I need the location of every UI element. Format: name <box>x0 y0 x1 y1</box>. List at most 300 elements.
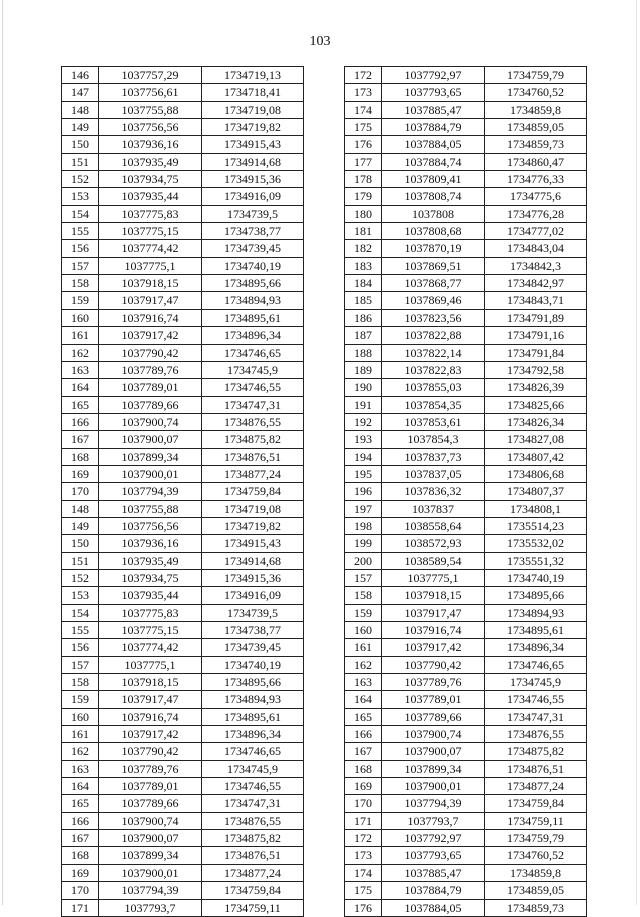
point-number-cell: 156 <box>62 639 99 656</box>
x-coordinate-cell: 1037794,39 <box>382 795 485 812</box>
y-coordinate-cell: 1734875,82 <box>202 830 304 847</box>
table-row <box>345 257 587 274</box>
y-coordinate-cell: 1734914,68 <box>202 552 304 569</box>
x-coordinate-cell: 1037792,97 <box>382 67 485 84</box>
y-coordinate-cell: 1734896,34 <box>202 726 304 743</box>
x-coordinate-cell: 1037793,65 <box>382 84 485 101</box>
y-coordinate-cell: 1734747,31 <box>202 396 304 413</box>
x-coordinate-cell: 1037774,42 <box>99 639 202 656</box>
y-coordinate-cell: 1734877,24 <box>202 864 304 881</box>
table-row <box>345 119 587 136</box>
table-row <box>345 708 587 725</box>
y-coordinate-cell: 1734859,8 <box>485 101 587 118</box>
y-coordinate-cell: 1734842,97 <box>485 275 587 292</box>
point-number-cell: 151 <box>62 552 99 569</box>
table-row <box>345 760 587 777</box>
y-coordinate-cell: 1734825,66 <box>485 396 587 413</box>
x-coordinate-cell: 1037775,15 <box>99 223 202 240</box>
point-number-cell: 176 <box>345 136 382 153</box>
x-coordinate-cell: 1037775,1 <box>99 656 202 673</box>
y-coordinate-cell: 1734843,04 <box>485 240 587 257</box>
point-number-cell: 157 <box>62 656 99 673</box>
table-row <box>62 153 304 170</box>
x-coordinate-cell: 1037789,76 <box>99 760 202 777</box>
table-row <box>345 830 587 847</box>
y-coordinate-cell: 1734759,84 <box>202 882 304 899</box>
y-coordinate-cell: 1734860,47 <box>485 153 587 170</box>
y-coordinate-cell: 1734746,55 <box>485 691 587 708</box>
table-row <box>62 760 304 777</box>
x-coordinate-cell: 1037793,65 <box>382 847 485 864</box>
point-number-cell: 177 <box>345 153 382 170</box>
point-number-cell: 186 <box>345 309 382 326</box>
y-coordinate-cell: 1734895,66 <box>202 674 304 691</box>
x-coordinate-cell: 1037918,15 <box>99 674 202 691</box>
table-row <box>62 101 304 118</box>
point-number-cell: 147 <box>62 84 99 101</box>
y-coordinate-cell: 1734826,39 <box>485 379 587 396</box>
x-coordinate-cell: 1037936,16 <box>99 136 202 153</box>
x-coordinate-cell: 1037900,07 <box>99 830 202 847</box>
x-coordinate-cell: 1037917,47 <box>99 691 202 708</box>
table-row <box>62 674 304 691</box>
point-number-cell: 174 <box>345 864 382 881</box>
y-coordinate-cell: 1734807,42 <box>485 448 587 465</box>
table-row <box>345 309 587 326</box>
x-coordinate-cell: 1037917,42 <box>99 726 202 743</box>
point-number-cell: 187 <box>345 327 382 344</box>
table-row <box>345 396 587 413</box>
table-row <box>345 223 587 240</box>
point-number-cell: 190 <box>345 379 382 396</box>
x-coordinate-cell: 1037900,74 <box>99 812 202 829</box>
x-coordinate-cell: 1037935,49 <box>99 153 202 170</box>
table-row <box>62 778 304 795</box>
point-number-cell: 168 <box>62 448 99 465</box>
table-row <box>345 569 587 586</box>
point-number-cell: 169 <box>62 465 99 482</box>
table-body <box>62 67 304 917</box>
x-coordinate-cell: 1037869,51 <box>382 257 485 274</box>
point-number-cell: 196 <box>345 483 382 500</box>
table-row <box>62 431 304 448</box>
y-coordinate-cell: 1734791,16 <box>485 327 587 344</box>
y-coordinate-cell: 1734747,31 <box>202 795 304 812</box>
table-row <box>345 691 587 708</box>
x-coordinate-cell: 1037870,19 <box>382 240 485 257</box>
point-number-cell: 165 <box>62 795 99 812</box>
y-coordinate-cell: 1734746,55 <box>202 778 304 795</box>
x-coordinate-cell: 1037755,88 <box>99 500 202 517</box>
x-coordinate-cell: 1037789,66 <box>99 795 202 812</box>
y-coordinate-cell: 1734777,02 <box>485 223 587 240</box>
table-row <box>62 639 304 656</box>
point-number-cell: 193 <box>345 431 382 448</box>
table-row <box>345 604 587 621</box>
point-number-cell: 170 <box>62 882 99 899</box>
point-number-cell: 173 <box>345 84 382 101</box>
x-coordinate-cell: 1037884,74 <box>382 153 485 170</box>
scan-edge-left <box>2 0 3 905</box>
y-coordinate-cell: 1734719,08 <box>202 500 304 517</box>
y-coordinate-cell: 1734775,6 <box>485 188 587 205</box>
point-number-cell: 184 <box>345 275 382 292</box>
y-coordinate-cell: 1734843,71 <box>485 292 587 309</box>
y-coordinate-cell: 1734776,28 <box>485 205 587 222</box>
x-coordinate-cell: 1037899,34 <box>99 847 202 864</box>
y-coordinate-cell: 1734859,73 <box>485 136 587 153</box>
y-coordinate-cell: 1734896,34 <box>202 327 304 344</box>
y-coordinate-cell: 1734895,66 <box>485 587 587 604</box>
point-number-cell: 198 <box>345 517 382 534</box>
y-coordinate-cell: 1734859,05 <box>485 882 587 899</box>
y-coordinate-cell: 1734740,19 <box>202 257 304 274</box>
table-row <box>62 119 304 136</box>
point-number-cell: 164 <box>345 691 382 708</box>
point-number-cell: 162 <box>62 344 99 361</box>
point-number-cell: 173 <box>345 847 382 864</box>
point-number-cell: 195 <box>345 465 382 482</box>
y-coordinate-cell: 1734745,9 <box>202 760 304 777</box>
point-number-cell: 185 <box>345 292 382 309</box>
x-coordinate-cell: 1037775,83 <box>99 205 202 222</box>
x-coordinate-cell: 1037869,46 <box>382 292 485 309</box>
point-number-cell: 191 <box>345 396 382 413</box>
table-row <box>345 882 587 899</box>
y-coordinate-cell: 1734759,79 <box>485 67 587 84</box>
y-coordinate-cell: 1734876,51 <box>202 448 304 465</box>
point-number-cell: 158 <box>62 674 99 691</box>
x-coordinate-cell: 1037837 <box>382 500 485 517</box>
y-coordinate-cell: 1734896,34 <box>485 639 587 656</box>
x-coordinate-cell: 1037917,42 <box>99 327 202 344</box>
table-row <box>345 899 587 916</box>
table-row <box>345 535 587 552</box>
x-coordinate-cell: 1037793,7 <box>382 812 485 829</box>
table-row <box>345 344 587 361</box>
y-coordinate-cell: 1734719,13 <box>202 67 304 84</box>
x-coordinate-cell: 1037884,05 <box>382 899 485 916</box>
point-number-cell: 176 <box>345 899 382 916</box>
point-number-cell: 163 <box>62 760 99 777</box>
point-number-cell: 146 <box>62 67 99 84</box>
point-number-cell: 156 <box>62 240 99 257</box>
y-coordinate-cell: 1734719,08 <box>202 101 304 118</box>
x-coordinate-cell: 1037789,01 <box>99 778 202 795</box>
y-coordinate-cell: 1734807,37 <box>485 483 587 500</box>
table-row <box>345 292 587 309</box>
table-row <box>62 830 304 847</box>
table-row <box>345 240 587 257</box>
x-coordinate-cell: 1037793,7 <box>99 899 202 916</box>
coordinates-table-left <box>61 66 304 917</box>
y-coordinate-cell: 1734806,68 <box>485 465 587 482</box>
x-coordinate-cell: 1037899,34 <box>99 448 202 465</box>
y-coordinate-cell: 1734747,31 <box>485 708 587 725</box>
point-number-cell: 157 <box>345 569 382 586</box>
table-row <box>345 500 587 517</box>
point-number-cell: 175 <box>345 119 382 136</box>
x-coordinate-cell: 1038572,93 <box>382 535 485 552</box>
table-row <box>62 240 304 257</box>
table-row <box>62 535 304 552</box>
x-coordinate-cell: 1037775,1 <box>382 569 485 586</box>
table-row <box>345 656 587 673</box>
point-number-cell: 180 <box>345 205 382 222</box>
table-row <box>62 882 304 899</box>
y-coordinate-cell: 1734894,93 <box>202 292 304 309</box>
point-number-cell: 166 <box>62 812 99 829</box>
y-coordinate-cell: 1734915,43 <box>202 535 304 552</box>
point-number-cell: 159 <box>62 292 99 309</box>
point-number-cell: 161 <box>62 327 99 344</box>
y-coordinate-cell: 1734738,77 <box>202 622 304 639</box>
x-coordinate-cell: 1037855,03 <box>382 379 485 396</box>
x-coordinate-cell: 1037900,07 <box>99 431 202 448</box>
point-number-cell: 165 <box>62 396 99 413</box>
point-number-cell: 199 <box>345 535 382 552</box>
table-row <box>62 500 304 517</box>
x-coordinate-cell: 1037789,66 <box>99 396 202 413</box>
point-number-cell: 179 <box>345 188 382 205</box>
point-number-cell: 164 <box>62 379 99 396</box>
y-coordinate-cell: 1734808,1 <box>485 500 587 517</box>
y-coordinate-cell: 1734759,84 <box>485 795 587 812</box>
table-row <box>62 413 304 430</box>
y-coordinate-cell: 1734739,45 <box>202 639 304 656</box>
table-row <box>345 84 587 101</box>
y-coordinate-cell: 1734859,05 <box>485 119 587 136</box>
x-coordinate-cell: 1037756,56 <box>99 119 202 136</box>
x-coordinate-cell: 1037885,47 <box>382 864 485 881</box>
table-row <box>345 674 587 691</box>
x-coordinate-cell: 1037775,1 <box>99 257 202 274</box>
table-row <box>345 171 587 188</box>
point-number-cell: 168 <box>345 760 382 777</box>
x-coordinate-cell: 1037885,47 <box>382 101 485 118</box>
page-number: 103 <box>309 34 331 49</box>
point-number-cell: 163 <box>62 361 99 378</box>
table-row <box>62 396 304 413</box>
point-number-cell: 171 <box>345 812 382 829</box>
x-coordinate-cell: 1037853,61 <box>382 413 485 430</box>
x-coordinate-cell: 1037916,74 <box>99 708 202 725</box>
point-number-cell: 175 <box>345 882 382 899</box>
table-body <box>345 67 587 917</box>
table-row <box>62 691 304 708</box>
y-coordinate-cell: 1734826,34 <box>485 413 587 430</box>
x-coordinate-cell: 1037936,16 <box>99 535 202 552</box>
x-coordinate-cell: 1037808,74 <box>382 188 485 205</box>
point-number-cell: 174 <box>345 101 382 118</box>
point-number-cell: 188 <box>345 344 382 361</box>
y-coordinate-cell: 1734875,82 <box>202 431 304 448</box>
point-number-cell: 171 <box>62 899 99 916</box>
point-number-cell: 148 <box>62 500 99 517</box>
x-coordinate-cell: 1037854,35 <box>382 396 485 413</box>
x-coordinate-cell: 1037808 <box>382 205 485 222</box>
y-coordinate-cell: 1734859,8 <box>485 864 587 881</box>
table-row <box>62 604 304 621</box>
x-coordinate-cell: 1037884,05 <box>382 136 485 153</box>
point-number-cell: 158 <box>345 587 382 604</box>
x-coordinate-cell: 1037899,34 <box>382 760 485 777</box>
table-row <box>62 188 304 205</box>
point-number-cell: 181 <box>345 223 382 240</box>
table-row <box>345 67 587 84</box>
table-row <box>345 275 587 292</box>
x-coordinate-cell: 1037935,44 <box>99 587 202 604</box>
y-coordinate-cell: 1734745,9 <box>485 674 587 691</box>
table-row <box>62 327 304 344</box>
x-coordinate-cell: 1037935,49 <box>99 552 202 569</box>
point-number-cell: 160 <box>62 708 99 725</box>
y-coordinate-cell: 1734759,84 <box>202 483 304 500</box>
point-number-cell: 192 <box>345 413 382 430</box>
point-number-cell: 158 <box>62 275 99 292</box>
x-coordinate-cell: 1037790,42 <box>382 656 485 673</box>
x-coordinate-cell: 1037884,79 <box>382 119 485 136</box>
y-coordinate-cell: 1734895,61 <box>485 622 587 639</box>
y-coordinate-cell: 1734915,43 <box>202 136 304 153</box>
y-coordinate-cell: 1734740,19 <box>202 656 304 673</box>
x-coordinate-cell: 1037809,41 <box>382 171 485 188</box>
y-coordinate-cell: 1734759,11 <box>202 899 304 916</box>
x-coordinate-cell: 1037934,75 <box>99 569 202 586</box>
table-row <box>62 708 304 725</box>
x-coordinate-cell: 1037789,01 <box>99 379 202 396</box>
point-number-cell: 159 <box>62 691 99 708</box>
table-row <box>62 483 304 500</box>
table-row <box>345 413 587 430</box>
y-coordinate-cell: 1734877,24 <box>202 465 304 482</box>
point-number-cell: 178 <box>345 171 382 188</box>
table-row <box>62 292 304 309</box>
x-coordinate-cell: 1037822,83 <box>382 361 485 378</box>
y-coordinate-cell: 1734791,89 <box>485 309 587 326</box>
point-number-cell: 161 <box>62 726 99 743</box>
y-coordinate-cell: 1734792,58 <box>485 361 587 378</box>
point-number-cell: 161 <box>345 639 382 656</box>
y-coordinate-cell: 1734894,93 <box>485 604 587 621</box>
table-row <box>62 67 304 84</box>
x-coordinate-cell: 1037917,47 <box>99 292 202 309</box>
table-row <box>345 465 587 482</box>
table-row <box>62 726 304 743</box>
x-coordinate-cell: 1037775,15 <box>99 622 202 639</box>
table-row <box>345 327 587 344</box>
y-coordinate-cell: 1734759,79 <box>485 830 587 847</box>
y-coordinate-cell: 1734876,51 <box>485 760 587 777</box>
y-coordinate-cell: 1734876,55 <box>202 413 304 430</box>
point-number-cell: 168 <box>62 847 99 864</box>
table-row <box>345 795 587 812</box>
point-number-cell: 183 <box>345 257 382 274</box>
x-coordinate-cell: 1037790,42 <box>99 344 202 361</box>
x-coordinate-cell: 1037837,73 <box>382 448 485 465</box>
point-number-cell: 162 <box>345 656 382 673</box>
x-coordinate-cell: 1037917,42 <box>382 639 485 656</box>
x-coordinate-cell: 1037789,76 <box>99 361 202 378</box>
x-coordinate-cell: 1037900,01 <box>99 864 202 881</box>
point-number-cell: 149 <box>62 517 99 534</box>
point-number-cell: 167 <box>345 743 382 760</box>
table-row <box>62 569 304 586</box>
y-coordinate-cell: 1734739,45 <box>202 240 304 257</box>
x-coordinate-cell: 1037822,14 <box>382 344 485 361</box>
point-number-cell: 150 <box>62 136 99 153</box>
y-coordinate-cell: 1734746,55 <box>202 379 304 396</box>
point-number-cell: 165 <box>345 708 382 725</box>
x-coordinate-cell: 1037934,75 <box>99 171 202 188</box>
x-coordinate-cell: 1037794,39 <box>99 483 202 500</box>
table-row <box>345 639 587 656</box>
table-row <box>62 899 304 916</box>
point-number-cell: 172 <box>345 67 382 84</box>
y-coordinate-cell: 1734739,5 <box>202 205 304 222</box>
y-coordinate-cell: 1734719,82 <box>202 517 304 534</box>
table-row <box>62 171 304 188</box>
table-row <box>62 84 304 101</box>
scan-edge-right <box>636 0 637 905</box>
point-number-cell: 154 <box>62 604 99 621</box>
x-coordinate-cell: 1037918,15 <box>99 275 202 292</box>
x-coordinate-cell: 1037900,74 <box>99 413 202 430</box>
y-coordinate-cell: 1734760,52 <box>485 847 587 864</box>
table-row <box>345 847 587 864</box>
point-number-cell: 152 <box>62 171 99 188</box>
table-row <box>62 448 304 465</box>
y-coordinate-cell: 1734759,11 <box>485 812 587 829</box>
table-row <box>345 517 587 534</box>
x-coordinate-cell: 1037757,29 <box>99 67 202 84</box>
table-row <box>345 153 587 170</box>
y-coordinate-cell: 1734916,09 <box>202 188 304 205</box>
x-coordinate-cell: 1037916,74 <box>99 309 202 326</box>
y-coordinate-cell: 1734895,61 <box>202 708 304 725</box>
y-coordinate-cell: 1734827,08 <box>485 431 587 448</box>
table-row <box>62 795 304 812</box>
x-coordinate-cell: 1037789,01 <box>382 691 485 708</box>
table-row <box>62 552 304 569</box>
x-coordinate-cell: 1037794,39 <box>99 882 202 899</box>
y-coordinate-cell: 1734791,84 <box>485 344 587 361</box>
y-coordinate-cell: 1734746,65 <box>485 656 587 673</box>
table-row <box>345 483 587 500</box>
table-row <box>345 361 587 378</box>
x-coordinate-cell: 1037789,66 <box>382 708 485 725</box>
table-row <box>345 743 587 760</box>
x-coordinate-cell: 1037836,32 <box>382 483 485 500</box>
y-coordinate-cell: 1734877,24 <box>485 778 587 795</box>
point-number-cell: 170 <box>345 795 382 812</box>
table-row <box>345 448 587 465</box>
table-row <box>62 743 304 760</box>
table-row <box>62 344 304 361</box>
point-number-cell: 164 <box>62 778 99 795</box>
y-coordinate-cell: 1734916,09 <box>202 587 304 604</box>
point-number-cell: 189 <box>345 361 382 378</box>
x-coordinate-cell: 1037792,97 <box>382 830 485 847</box>
y-coordinate-cell: 1734746,65 <box>202 344 304 361</box>
point-number-cell: 150 <box>62 535 99 552</box>
y-coordinate-cell: 1734876,55 <box>485 726 587 743</box>
y-coordinate-cell: 1734876,51 <box>202 847 304 864</box>
y-coordinate-cell: 1734746,65 <box>202 743 304 760</box>
y-coordinate-cell: 1734915,36 <box>202 569 304 586</box>
y-coordinate-cell: 1734914,68 <box>202 153 304 170</box>
table-row <box>345 864 587 881</box>
